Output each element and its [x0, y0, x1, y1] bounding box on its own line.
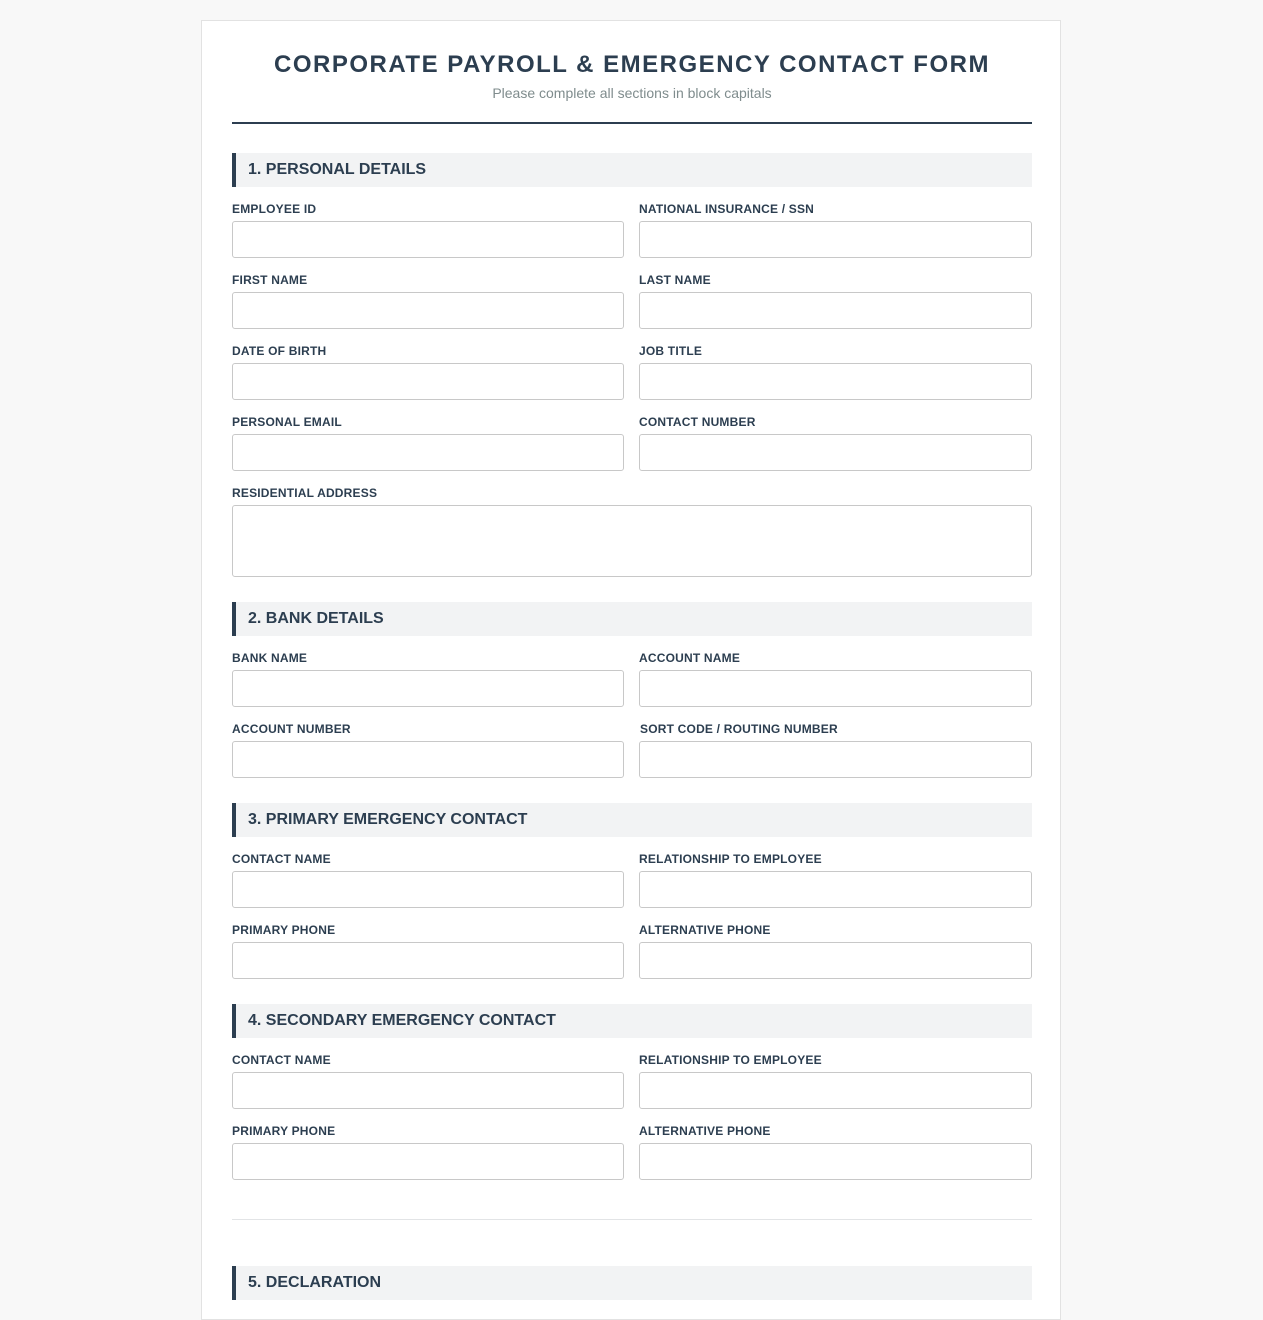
section-divider — [232, 1219, 1032, 1220]
primary-contact-name-input[interactable] — [232, 871, 624, 908]
primary-contact-alt-phone-input[interactable] — [639, 942, 1032, 979]
label-first-name: FIRST NAME — [232, 273, 308, 287]
account-name-input[interactable] — [639, 670, 1032, 707]
bank-name-input[interactable] — [232, 670, 624, 707]
secondary-contact-name-input[interactable] — [232, 1072, 624, 1109]
label-last-name: LAST NAME — [639, 273, 711, 287]
primary-relationship-input[interactable] — [639, 871, 1032, 908]
section-heading-primary-contact: 3. PRIMARY EMERGENCY CONTACT — [232, 803, 1032, 837]
label-date-of-birth: DATE OF BIRTH — [232, 344, 327, 358]
label-primary-relationship: RELATIONSHIP TO EMPLOYEE — [639, 852, 822, 866]
label-primary-contact-name: CONTACT NAME — [232, 852, 331, 866]
secondary-relationship-input[interactable] — [639, 1072, 1032, 1109]
label-job-title: JOB TITLE — [639, 344, 703, 358]
form-title: CORPORATE PAYROLL & EMERGENCY CONTACT FORM — [274, 51, 990, 78]
account-number-input[interactable] — [232, 741, 624, 778]
form-subtitle: Please complete all sections in block capitals — [492, 85, 772, 101]
national-insurance-input[interactable] — [639, 221, 1032, 258]
section-heading-secondary-contact: 4. SECONDARY EMERGENCY CONTACT — [232, 1004, 1032, 1038]
form-sheet — [201, 20, 1061, 1320]
label-national-insurance: NATIONAL INSURANCE / SSN — [639, 202, 815, 216]
secondary-contact-phone-input[interactable] — [232, 1143, 624, 1180]
label-account-name: ACCOUNT NAME — [639, 651, 741, 665]
contact-number-input[interactable] — [639, 434, 1032, 471]
label-account-number: ACCOUNT NUMBER — [232, 722, 351, 736]
label-secondary-contact-name: CONTACT NAME — [232, 1053, 331, 1067]
section-heading-personal: 1. PERSONAL DETAILS — [232, 153, 1032, 187]
job-title-input[interactable] — [639, 363, 1032, 400]
label-primary-contact-phone: PRIMARY PHONE — [232, 923, 336, 937]
label-secondary-contact-phone: PRIMARY PHONE — [232, 1124, 336, 1138]
primary-contact-phone-input[interactable] — [232, 942, 624, 979]
residential-address-textarea[interactable] — [232, 505, 1032, 577]
last-name-input[interactable] — [639, 292, 1032, 329]
label-bank-name: BANK NAME — [232, 651, 308, 665]
form-header — [232, 21, 1032, 124]
employee-id-input[interactable] — [232, 221, 624, 258]
label-sort-code: SORT CODE / ROUTING NUMBER — [640, 722, 838, 736]
sort-code-input[interactable] — [639, 741, 1032, 778]
date-of-birth-input[interactable] — [232, 363, 624, 400]
first-name-input[interactable] — [232, 292, 624, 329]
secondary-contact-alt-phone-input[interactable] — [639, 1143, 1032, 1180]
label-residential-address: RESIDENTIAL ADDRESS — [232, 486, 378, 500]
section-heading-declaration: 5. DECLARATION — [232, 1266, 1032, 1300]
label-secondary-contact-alt-phone: ALTERNATIVE PHONE — [639, 1124, 771, 1138]
label-secondary-relationship: RELATIONSHIP TO EMPLOYEE — [639, 1053, 822, 1067]
label-employee-id: EMPLOYEE ID — [232, 202, 317, 216]
label-contact-number: CONTACT NUMBER — [639, 415, 756, 429]
label-primary-contact-alt-phone: ALTERNATIVE PHONE — [639, 923, 771, 937]
personal-email-input[interactable] — [232, 434, 624, 471]
section-heading-bank: 2. BANK DETAILS — [232, 602, 1032, 636]
label-personal-email: PERSONAL EMAIL — [232, 415, 342, 429]
